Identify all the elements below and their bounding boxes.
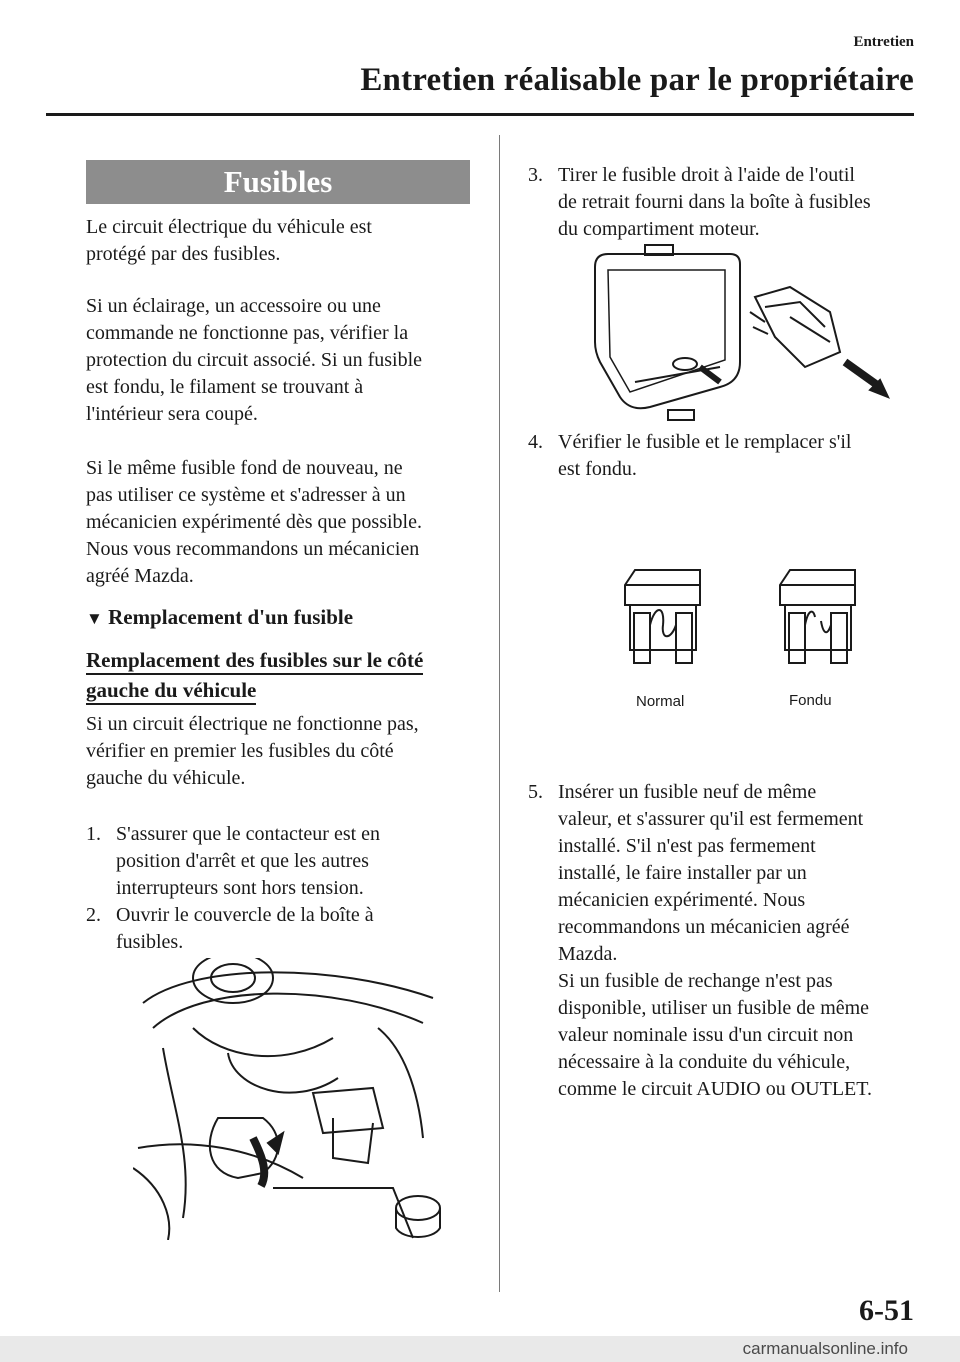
check-paragraph: Si un circuit électrique ne fonctionne pas, vérifier en premier les fusibles du côté gauche du véhicule. bbox=[86, 713, 419, 789]
fuse-box-cover-illustration bbox=[133, 958, 463, 1240]
page-number: 6-51 bbox=[859, 1294, 914, 1327]
watermark-bar bbox=[0, 1336, 960, 1362]
symptom-paragraph: Si un éclairage, un accessoire ou une commande ne fonctionne pas, vérifier la protection du circuit associé. Si un fusible est fondu, le filament se trouvant à l'intérieur sera coupé. bbox=[86, 295, 423, 425]
step-4: 4. Vérifier le fusible et le remplacer s'il est fondu. bbox=[528, 431, 852, 480]
header-rule bbox=[46, 113, 914, 116]
warning-paragraph: Si le même fusible fond de nouveau, ne pas utiliser ce système et s'adresser à un mécanicien expérimenté dès que possible. Nous vous recommandons un mécanicien agréé Mazda. bbox=[86, 457, 422, 587]
step-2: 2. Ouvrir le couvercle de la boîte à fusibles. bbox=[86, 904, 374, 953]
intro-paragraph: Le circuit électrique du véhicule est protégé par des fusibles. bbox=[86, 216, 372, 265]
step-3: 3. Tirer le fusible droit à l'aide de l'outil de retrait fourni dans la boîte à fusibles du compartiment moteur. bbox=[528, 164, 871, 240]
step-5: 5. Insérer un fusible neuf de même valeur, et s'assurer qu'il est fermement installé. S'il n'est pas fermement installé, le faire installer par un mécanicien expérimenté. Nous recommandons un mécanicien agréé Mazda. Si un fusible de rechange n'est pas disponible, utiliser un fusible de même valeur nominale issu d'un circuit non nécessaire à la conduite du véhicule, comme le circuit AUDIO ou OUTLET. bbox=[528, 781, 872, 1100]
section-banner: Fusibles bbox=[86, 160, 470, 204]
column-divider bbox=[499, 135, 500, 1292]
sub-heading: Remplacement des fusibles sur le côté gauche du véhicule bbox=[86, 645, 423, 705]
normal-fuse-icon bbox=[620, 565, 706, 670]
page-title: Entretien réalisable par le propriétaire bbox=[360, 62, 914, 98]
section-label: Entretien bbox=[853, 34, 914, 50]
engine-fusebox-illustration bbox=[590, 242, 900, 422]
step-1: 1. S'assurer que le contacteur est en position d'arrêt et que les autres interrupteurs sont hors tension. bbox=[86, 823, 381, 899]
section-heading: ▼ Remplacement d'un fusible bbox=[86, 605, 354, 629]
triangle-marker-icon: ▼ bbox=[86, 609, 103, 628]
normal-fuse-caption: Normal bbox=[636, 693, 685, 710]
blown-fuse-icon bbox=[775, 565, 861, 670]
watermark-text: carmanualsonline.info bbox=[742, 1339, 908, 1358]
blown-fuse-caption: Fondu bbox=[789, 692, 832, 709]
